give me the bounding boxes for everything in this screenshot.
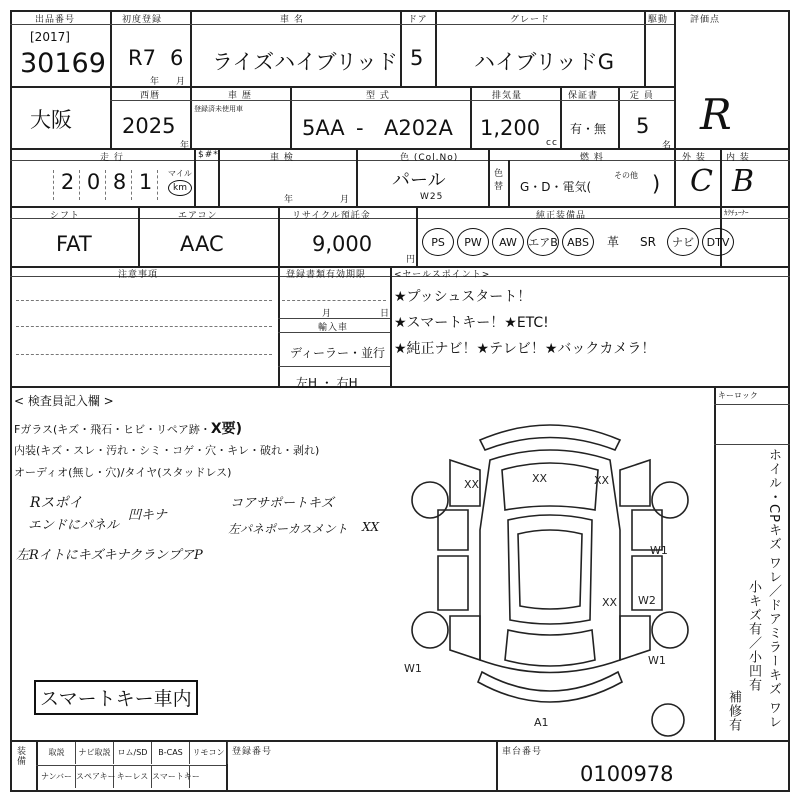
note-end-panel: エンドにパネル — [28, 518, 120, 533]
lot-number-label: 出品番号 — [35, 15, 76, 25]
import-value: ディーラー・並行 — [290, 346, 386, 360]
front-glass-text: Fガラス(キズ・飛石・ヒビ・リペア跡・ — [14, 423, 211, 436]
model-year: 2025 — [122, 114, 176, 138]
equipment-item: DTV — [702, 228, 734, 256]
displacement: 1,200 — [480, 116, 541, 140]
displacement-label: 排気量 — [492, 91, 523, 101]
equipment-item: 革 — [606, 235, 619, 249]
shaken-mark-label: $#* — [198, 150, 219, 160]
warranty-value: 有・無 — [570, 122, 607, 136]
sales-point-1: ★プッシュスタート！ — [394, 289, 532, 305]
mark-hood: XX — [532, 472, 548, 485]
mark-left-rear: W1 — [404, 662, 422, 675]
regdoc-month: 月 — [322, 309, 333, 319]
note-core-support: コアサポートキズ — [230, 496, 334, 511]
history-label: 車 歴 — [228, 91, 252, 101]
inspection-label: 車 検 — [270, 153, 294, 163]
front-glass-mark: X要) — [210, 421, 243, 437]
mark-right-door: W1 — [650, 544, 668, 557]
footer-equipment-item: ナンバー — [38, 766, 76, 788]
footer-equipment-item: キーレス — [114, 766, 152, 788]
registration-number-label: 登録番号 — [232, 747, 273, 757]
note-xx: XX — [362, 520, 380, 534]
door-label: ドア — [408, 15, 428, 25]
fuel-other-label: その他 — [614, 171, 638, 180]
km-unit: km — [168, 180, 192, 196]
recycle-value: 9,000 — [312, 232, 373, 256]
footer-equipment-item: スペアキー — [76, 766, 114, 788]
odometer-digit: 0 — [82, 170, 106, 200]
score-label: 評価点 — [690, 15, 721, 25]
mark-right-rear: W1 — [648, 654, 666, 667]
smart-key-note: スマートキー車内 — [34, 680, 198, 715]
fuel-value: G・D・電気( — [520, 180, 592, 194]
footer-equipment-item: 取説 — [38, 742, 76, 764]
nen-unit: 年 — [180, 141, 191, 151]
equipment-item: AW — [492, 228, 524, 256]
sales-points-label: <セールスポイント> — [394, 270, 491, 280]
drive-label: 駆動 — [648, 15, 669, 25]
mark-right-rear-door: XX — [602, 596, 618, 609]
mark-right-front: XX — [594, 474, 610, 487]
car-diagram — [404, 410, 690, 740]
inspection-year-unit: 年 — [284, 195, 295, 205]
chassis-number: 0100978 — [580, 762, 674, 786]
exterior-grade: C — [690, 164, 713, 199]
footer-equipment-item: ロム/SD — [114, 742, 152, 764]
month-unit: 月 — [176, 77, 187, 87]
first-registration-era: R7 — [128, 46, 156, 70]
note-spoiler: Rスポイ — [30, 495, 83, 511]
first-registration-month: 6 — [170, 46, 184, 70]
warranty-label: 保証書 — [568, 91, 599, 101]
caution-label: 注意事項 — [118, 270, 159, 280]
recycle-label: リサイクル預託金 — [292, 211, 371, 221]
type-dash: - — [356, 116, 364, 140]
grade-label: グレード — [510, 15, 551, 25]
score-value: R — [700, 90, 732, 139]
cc-unit: cc — [546, 138, 558, 148]
footer-equipment-item: ナビ取説 — [76, 742, 114, 764]
aircon-value: AAC — [180, 232, 224, 256]
sales-point-2: ★スマートキー！★ETC! — [394, 315, 549, 331]
tuner-label: ｶｸﾁｭｰﾅｰ — [724, 209, 749, 217]
inspection-month-unit: 月 — [340, 195, 351, 205]
front-glass-line — [14, 418, 242, 438]
region: 大阪 — [30, 108, 72, 132]
car-name: ライズハイブリッド — [212, 50, 398, 74]
equipment-item: エアB — [527, 228, 559, 256]
yen-unit: 円 — [406, 255, 417, 265]
type-prefix: 5AA — [302, 116, 345, 140]
equipment-label: 純正装備品 — [536, 211, 587, 221]
registration-note: 登録済未使用車 — [194, 105, 243, 113]
color-code: W25 — [420, 192, 444, 202]
legend-vertical-1: ホイル・CPキズ ワレ／ドアミラーキズ ワレ — [766, 448, 781, 730]
capacity: 5 — [636, 114, 650, 138]
steering-value: 左H ・ 右H — [296, 376, 358, 390]
year-unit: 年 — [150, 77, 161, 87]
fuel-label: 燃 料 — [580, 153, 604, 163]
footer-equipment-item: リモコン — [190, 742, 228, 764]
door-count: 5 — [410, 46, 424, 70]
interior-line: 内装(キズ・スレ・汚れ・シミ・コゲ・穴・キレ・破れ・剥れ) — [14, 444, 320, 457]
footer-equipment-item: スマートキー — [152, 766, 190, 788]
odometer-digit: 1 — [134, 170, 158, 200]
interior-label: 内 装 — [726, 153, 750, 163]
lot-number: 30169 — [20, 48, 106, 79]
legend-vertical-3: 補修有 — [726, 690, 741, 732]
model-year-bracket: [2017] — [30, 30, 70, 44]
equipment-item: SR — [640, 235, 656, 249]
mileage-label: 走 行 — [100, 153, 124, 163]
aircon-label: エアコン — [178, 211, 218, 221]
note-dent: 凹キナ — [128, 508, 168, 523]
mile-unit: マイル — [168, 169, 192, 178]
car-name-label: 車 名 — [280, 15, 304, 25]
shift-label: シフト — [50, 211, 81, 221]
type-code: A202A — [384, 116, 453, 140]
odometer-digit: 2 — [56, 170, 80, 200]
audio-tire-line: オーディオ(無し・穴)/タイヤ(スタッドレス) — [14, 466, 232, 479]
grade-value: ハイブリッドG — [474, 50, 614, 74]
exterior-label: 外 装 — [682, 153, 706, 163]
chassis-number-label: 車台番号 — [502, 747, 543, 757]
color-label: 色 (Col.No) — [400, 153, 459, 163]
fuel-close-paren: ) — [652, 172, 661, 196]
regdoc-label: 登録書類有効期限 — [286, 270, 367, 280]
legend-vertical-2: 小キズ有／小凹有 — [746, 580, 761, 692]
sales-point-3: ★純正ナビ！★テレビ！★バックカメラ！ — [394, 341, 656, 357]
mark-right-quarter: W2 — [638, 594, 656, 607]
footer-equipment-item: B-CAS — [152, 742, 190, 764]
type-label: 型 式 — [366, 91, 390, 101]
keylock-label: キーロック — [718, 391, 758, 400]
regdoc-day: 日 — [380, 309, 391, 319]
model-year-label: 西暦 — [140, 91, 161, 101]
color-change-label: 色替 — [494, 169, 505, 192]
equipment-item: ABS — [562, 228, 594, 256]
mark-rear-bumper: A1 — [534, 716, 549, 729]
shift-value: FAT — [56, 232, 92, 256]
inspector-label: < 検査員記入欄 > — [14, 394, 114, 408]
color-value: パール — [392, 170, 446, 191]
equipment-items-label: 装備 — [15, 746, 25, 766]
note-left-rear: 左RイトにキズキナクランプアP — [16, 548, 203, 563]
first-registration-label: 初度登録 — [122, 15, 163, 25]
odometer-digit — [30, 170, 54, 200]
equipment-item: ナビ — [667, 228, 699, 256]
note-left-panel: 左パネポーカスメント — [228, 522, 348, 536]
mark-left-front: XX — [464, 478, 480, 491]
interior-grade: B — [732, 164, 755, 199]
capacity-label: 定 員 — [630, 91, 654, 101]
capacity-unit: 名 — [662, 141, 673, 151]
equipment-item: PW — [457, 228, 489, 256]
odometer-digit: 8 — [108, 170, 132, 200]
import-label: 輸入車 — [318, 323, 349, 333]
equipment-item: PS — [422, 228, 454, 256]
